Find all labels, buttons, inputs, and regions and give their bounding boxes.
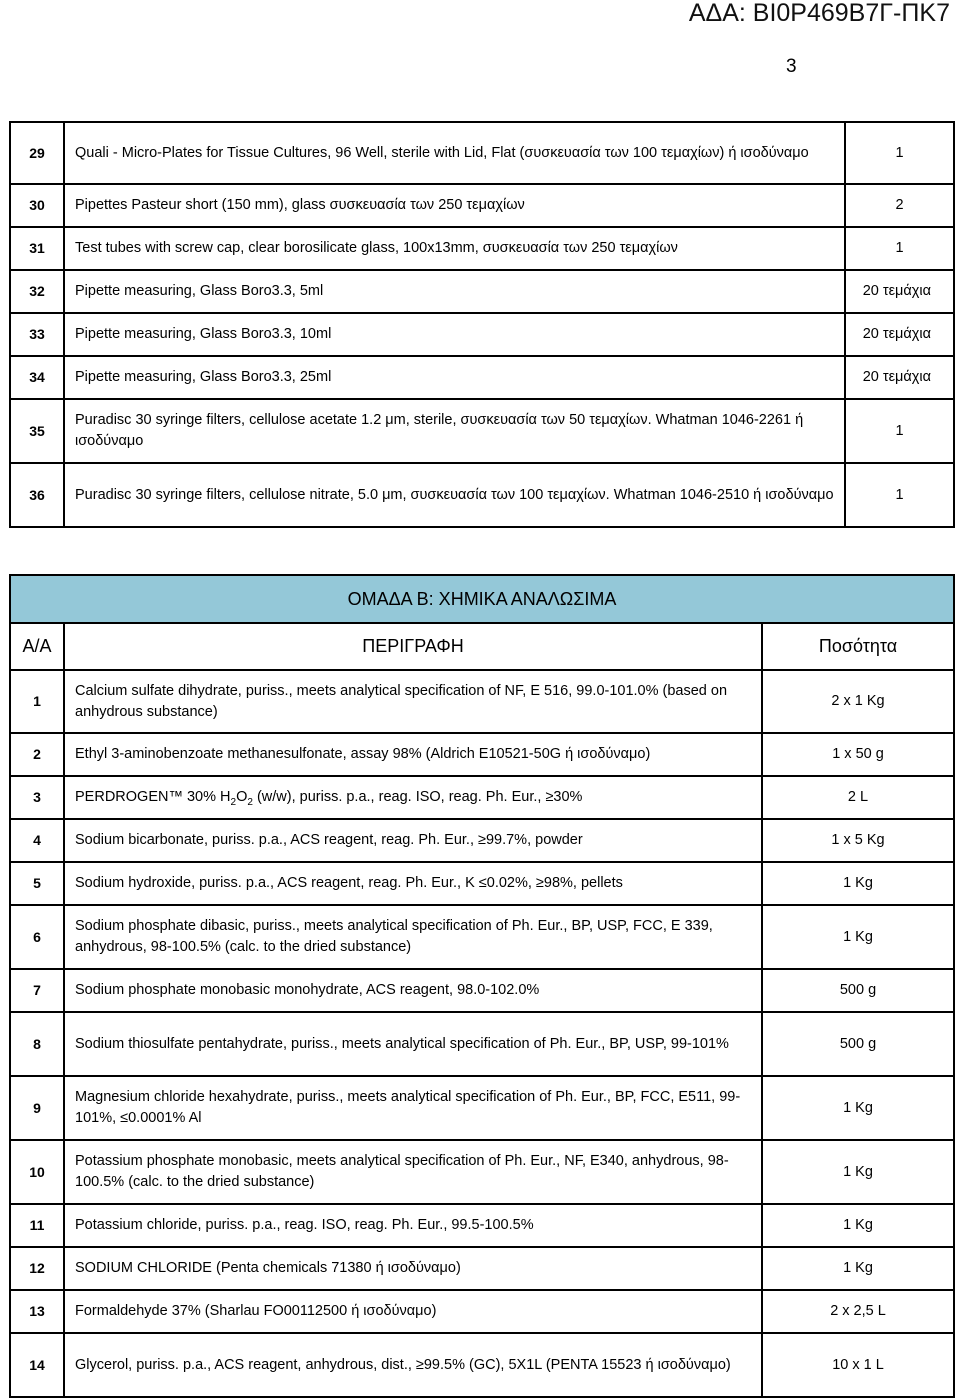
table-row [10, 819, 954, 862]
row-number: 31 [10, 227, 64, 270]
row-number: 2 [10, 733, 64, 776]
row-quantity: 2 [845, 184, 954, 227]
page-number: 3 [786, 56, 797, 77]
row-number: 7 [10, 969, 64, 1012]
row-quantity: 20 τεμάχια [845, 356, 954, 399]
table-row [10, 399, 954, 463]
table-row [10, 270, 954, 313]
row-quantity: 20 τεμάχια [845, 313, 954, 356]
row-number: 12 [10, 1247, 64, 1290]
row-description: Potassium chloride, puriss. p.a., reag. ISO, reag. Ph. Eur., 99.5-100.5% [64, 1204, 762, 1247]
table-row [10, 1204, 954, 1247]
table-row [10, 356, 954, 399]
equipment-table [9, 121, 955, 528]
table-row [10, 1290, 954, 1333]
row-description: Test tubes with screw cap, clear borosilicate glass, 100x13mm, συσκευασία των 250 τεμαχίων [64, 227, 845, 270]
row-number: 34 [10, 356, 64, 399]
row-description: Sodium bicarbonate, puriss. p.a., ACS reagent, reag. Ph. Eur., ≥99.7%, powder [64, 819, 762, 862]
table-row [10, 313, 954, 356]
row-quantity: 1 [845, 399, 954, 463]
row-number: 29 [10, 122, 64, 184]
table-row [10, 1140, 954, 1204]
table-row [10, 463, 954, 527]
row-description: Puradisc 30 syringe filters, cellulose acetate 1.2 μm, sterile, συσκευασία των 50 τεμαχίων. Whatman 1046-2261 ή ισοδύναμο [64, 399, 845, 463]
row-quantity: 1 [845, 463, 954, 527]
row-description: PERDROGEN™ 30% $H_2O_2$ (w/w), puriss. p.a., reag. ISO, reag. Ph. Eur., ≥30% [64, 776, 762, 819]
row-quantity: 500 g [762, 1012, 954, 1076]
table-row [10, 1333, 954, 1397]
row-number: 35 [10, 399, 64, 463]
table-row [10, 905, 954, 969]
row-quantity: 1 x 5 Kg [762, 819, 954, 862]
row-description: Pipette measuring, Glass Boro3.3, 25ml [64, 356, 845, 399]
row-description: Sodium hydroxide, puriss. p.a., ACS reagent, reag. Ph. Eur., K ≤0.02%, ≥98%, pellets [64, 862, 762, 905]
table-row [10, 1247, 954, 1290]
col-header-description: ΠΕΡΙΓΡΑΦΗ [64, 623, 762, 670]
row-number: 36 [10, 463, 64, 527]
row-description: Ethyl 3-aminobenzoate methanesulfonate, assay 98% (Aldrich E10521-50G ή ισοδύναμο) [64, 733, 762, 776]
row-quantity: 20 τεμάχια [845, 270, 954, 313]
row-description: Pipettes Pasteur short (150 mm), glass συσκευασία των 250 τεμαχίων [64, 184, 845, 227]
col-header-quantity: Ποσότητα [762, 623, 954, 670]
row-quantity: 1 Kg [762, 1076, 954, 1140]
row-description: Magnesium chloride hexahydrate, puriss., meets analytical specification of Ph. Eur., BP, FCC, E511, 99-101%, ≤0.0001% Al [64, 1076, 762, 1140]
group-title: ΟΜΑΔΑ Β: ΧΗΜΙΚΑ ΑΝΑΛΩΣΙΜΑ [10, 575, 954, 623]
row-quantity: 1 [845, 227, 954, 270]
table-row [10, 184, 954, 227]
column-headers [10, 623, 954, 670]
row-number: 30 [10, 184, 64, 227]
table-row [10, 776, 954, 819]
row-number: 4 [10, 819, 64, 862]
row-number: 33 [10, 313, 64, 356]
row-number: 10 [10, 1140, 64, 1204]
row-number: 8 [10, 1012, 64, 1076]
table-row [10, 1076, 954, 1140]
row-quantity: 500 g [762, 969, 954, 1012]
row-number: 11 [10, 1204, 64, 1247]
row-description: Quali - Micro-Plates for Tissue Cultures, 96 Well, sterile with Lid, Flat (συσκευασία των 100 τεμαχίων) ή ισοδύναμο [64, 122, 845, 184]
chemicals-table [9, 574, 955, 1398]
table-row [10, 122, 954, 184]
row-number: 5 [10, 862, 64, 905]
table-row [10, 969, 954, 1012]
row-number: 13 [10, 1290, 64, 1333]
row-description: Sodium thiosulfate pentahydrate, puriss., meets analytical specification of Ph. Eur., BP, USP, 99-101% [64, 1012, 762, 1076]
table-row [10, 733, 954, 776]
row-description: Pipette measuring, Glass Boro3.3, 5ml [64, 270, 845, 313]
row-description: Sodium phosphate monobasic monohydrate, ACS reagent, 98.0-102.0% [64, 969, 762, 1012]
row-quantity: 1 Kg [762, 862, 954, 905]
row-number: 3 [10, 776, 64, 819]
row-quantity: 1 Kg [762, 1204, 954, 1247]
row-quantity: 10 x 1 L [762, 1333, 954, 1397]
row-description: Calcium sulfate dihydrate, puriss., meets analytical specification of NF, E 516, 99.0-101.0% (based on anhydrous substance) [64, 670, 762, 733]
col-header-number: Α/Α [10, 623, 64, 670]
row-number: 9 [10, 1076, 64, 1140]
table-row [10, 1012, 954, 1076]
row-description: Glycerol, puriss. p.a., ACS reagent, anhydrous, dist., ≥99.5% (GC), 5X1L (PENTA 15523 ή ισοδύναμο) [64, 1333, 762, 1397]
table-row [10, 862, 954, 905]
row-quantity: 1 Kg [762, 905, 954, 969]
row-number: 32 [10, 270, 64, 313]
row-number: 14 [10, 1333, 64, 1397]
row-quantity: 2 x 2,5 L [762, 1290, 954, 1333]
row-quantity: 1 [845, 122, 954, 184]
table-row [10, 227, 954, 270]
row-number: 1 [10, 670, 64, 733]
ada-code: ΑΔΑ: ΒΙ0Ρ469Β7Γ-ΠΚ7 [688, 0, 950, 27]
row-description: SODIUM CHLORIDE (Penta chemicals 71380 ή ισοδύναμο) [64, 1247, 762, 1290]
row-description: Sodium phosphate dibasic, puriss., meets analytical specification of Ph. Eur., BP, USP, FCC, E 339, anhydrous, 98-100.5% (calc. to the dried substance) [64, 905, 762, 969]
row-quantity: 1 Kg [762, 1247, 954, 1290]
row-description: Formaldehyde 37% (Sharlau FO00112500 ή ισοδύναμο) [64, 1290, 762, 1333]
row-quantity: 1 Kg [762, 1140, 954, 1204]
row-quantity: 1 x 50 g [762, 733, 954, 776]
row-number: 6 [10, 905, 64, 969]
row-quantity: 2 x 1 Kg [762, 670, 954, 733]
row-description: Pipette measuring, Glass Boro3.3, 10ml [64, 313, 845, 356]
row-description: Puradisc 30 syringe filters, cellulose nitrate, 5.0 μm, συσκευασία των 100 τεμαχίων. Whatman 1046-2510 ή ισοδύναμο [64, 463, 845, 527]
table-row [10, 670, 954, 733]
row-quantity: 2 L [762, 776, 954, 819]
row-description: Potassium phosphate monobasic, meets analytical specification of Ph. Eur., NF, E340, anhydrous, 98-100.5% (calc. to the dried substance) [64, 1140, 762, 1204]
